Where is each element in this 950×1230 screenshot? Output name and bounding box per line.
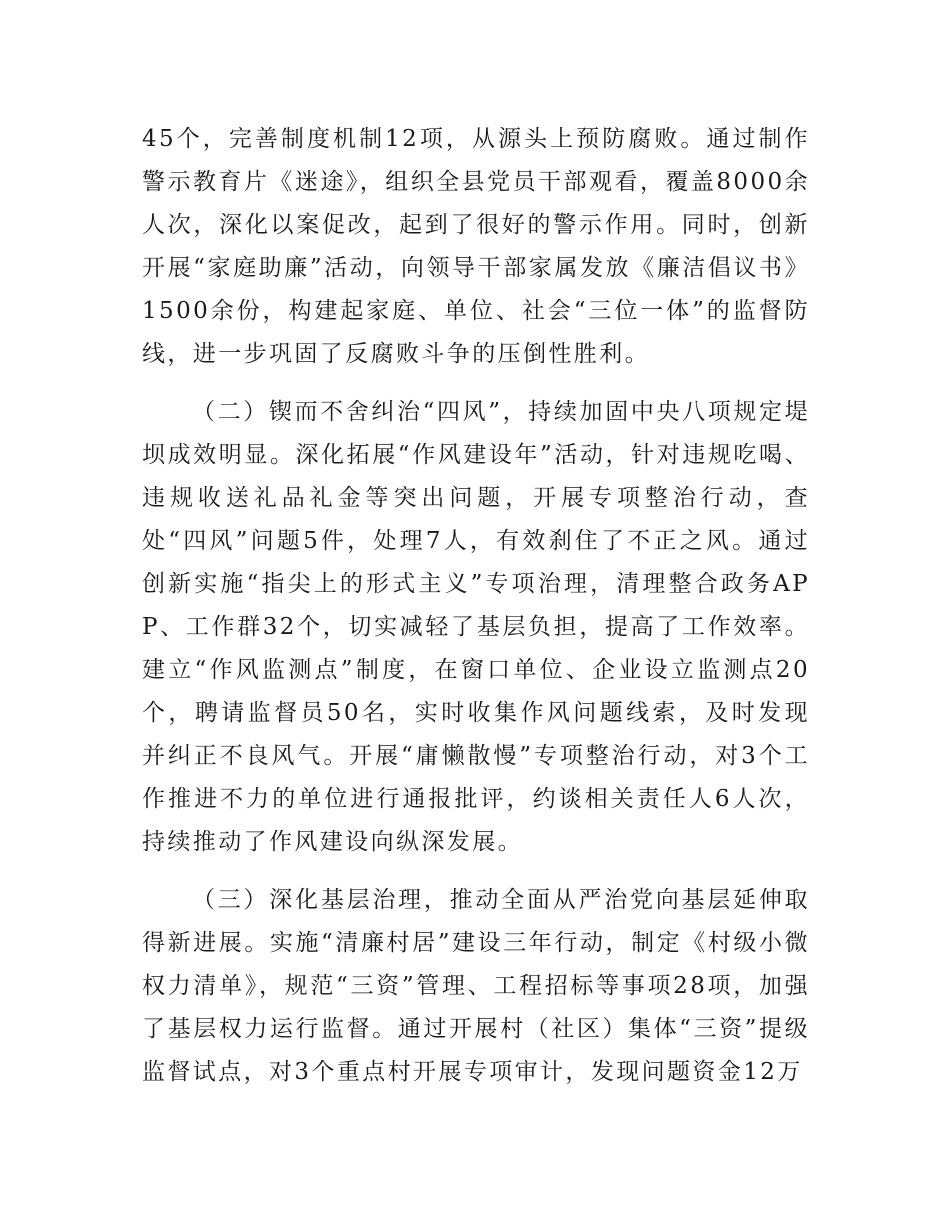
paragraph-continuation: 45个，完善制度机制12项，从源头上预防腐败。通过制作警示教育片《迷途》，组织全县党员干部观看，覆盖8000余人次，深化以案促改，起到了很好的警示作用。同时，创新开展“家庭助廉”活动，向领导干部家属发放《廉洁倡议书》1500余份，构建起家庭、单位、社会“三位一体”的监督防线，进一步巩固了反腐败斗争的压倒性胜利。 [142, 126, 810, 367]
paragraph-section-three: （三）深化基层治理，推动全面从严治党向基层延伸取得新进展。实施“清廉村居”建设三年行动，制定《村级小微权力清单》，规范“三资”管理、工程招标等事项28项，加强了基层权力运行监督。通过开展村（社区）集体“三资”提级监督试点，对3个重点村开展专项审计，发现问题资金12万 [142, 887, 810, 1085]
document-body [142, 118, 810, 1109]
paragraph-section-two: （二）锲而不舍纠治“四风”，持续加固中央八项规定堤坝成效明显。深化拓展“作风建设年”活动，针对违规吃喝、违规收送礼品礼金等突出问题，开展专项整治行动，查处“四风”问题5件，处理7人，有效刹住了不正之风。通过创新实施“指尖上的形式主义”专项治理，清理整合政务APP、工作群32个，切实减轻了基层负担，提高了工作效率。建立“作风监测点”制度，在窗口单位、企业设立监测点20个，聘请监督员50名，实时收集作风问题线索，及时发现并纠正不良风气。开展“庸懒散慢”专项整治行动，对3个工作推进不力的单位进行通报批评，约谈相关责任人6人次，持续推动了作风建设向纵深发展。 [142, 399, 810, 855]
